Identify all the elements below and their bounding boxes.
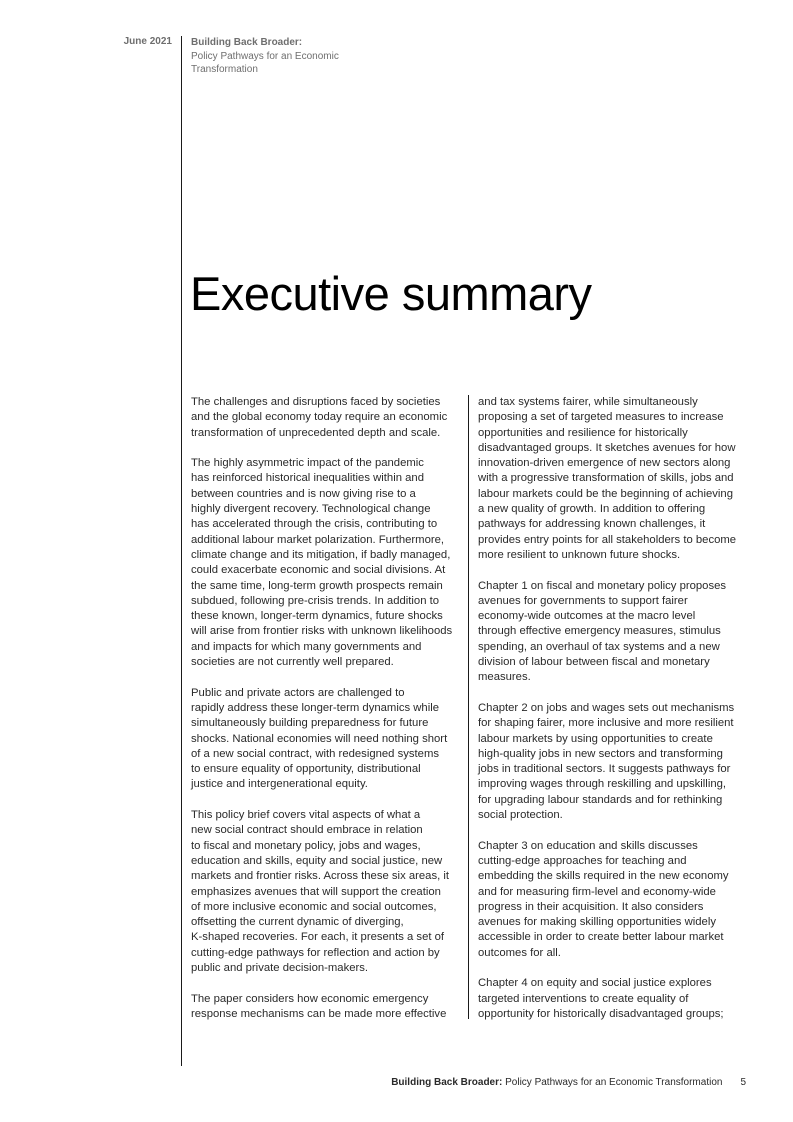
header-title-line: Policy Pathways for an Economic bbox=[191, 50, 339, 62]
text-line: could exacerbate economic and social divisions. At bbox=[191, 564, 446, 577]
body-paragraph bbox=[191, 456, 461, 670]
text-line: of a new social contract, with redesigned systems bbox=[191, 747, 440, 760]
text-line: markets and frontier risks. Across these six areas, it bbox=[191, 870, 450, 883]
text-line: new social contract should embrace in relation bbox=[191, 824, 423, 837]
text-line: and tax systems fairer, while simultaneously bbox=[478, 396, 698, 408]
text-line: and the global economy today require an economic bbox=[191, 411, 448, 424]
text-line: Public and private actors are challenged to bbox=[191, 686, 405, 699]
text-line: high-quality jobs in new sectors and transforming bbox=[478, 747, 723, 760]
text-line: has accelerated through the crisis, contributing to bbox=[191, 518, 438, 531]
text-line: and impacts for which many governments and bbox=[191, 640, 422, 653]
text-line: labour markets could be the beginning of achieving bbox=[478, 487, 733, 500]
body-paragraph bbox=[191, 395, 461, 441]
header-title bbox=[191, 36, 339, 77]
text-line: social protection. bbox=[478, 809, 563, 822]
page-footer bbox=[391, 1077, 746, 1088]
text-line: spending, an overhaul of tax systems and a new bbox=[478, 640, 720, 653]
text-line: emphasizes avenues that will support the creation bbox=[191, 885, 441, 898]
footer-title: Policy Pathways for an Economic Transformation bbox=[502, 1077, 723, 1088]
text-line: provides entry points for all stakeholders to become bbox=[478, 533, 737, 546]
text-line: has reinforced historical inequalities within and bbox=[191, 472, 424, 485]
text-line: cutting-edge approaches for teaching and bbox=[478, 854, 687, 867]
text-line: Chapter 1 on fiscal and monetary policy proposes bbox=[478, 579, 727, 592]
left-column bbox=[191, 395, 461, 1037]
body-paragraph bbox=[191, 808, 461, 976]
body-paragraph bbox=[191, 992, 461, 1023]
text-line: avenues for governments to support fairer bbox=[478, 594, 688, 607]
text-line: response mechanisms can be made more effective bbox=[191, 1007, 447, 1020]
text-line: highly divergent recovery. Technological change bbox=[191, 503, 431, 516]
text-line: K-shaped recoveries. For each, it presents a set of bbox=[191, 931, 445, 944]
text-line: climate change and its mitigation, if badly managed, bbox=[191, 548, 451, 561]
text-line: for shaping fairer, more inclusive and more resilient bbox=[478, 717, 734, 730]
header-title-line: Transformation bbox=[191, 64, 258, 75]
text-line: these known, longer-term dynamics, future shocks bbox=[191, 610, 443, 623]
text-line: improving wages through reskilling and upskilling, bbox=[478, 778, 727, 791]
text-line: opportunities and resilience for historically bbox=[478, 426, 688, 439]
page-heading: Executive summary bbox=[190, 267, 592, 320]
text-line: societies are not currently well prepared. bbox=[191, 656, 394, 669]
text-line: accessible in order to create better labour market bbox=[478, 931, 724, 944]
text-line: will arise from frontier risks with unknown likelihoods bbox=[191, 625, 453, 638]
text-line: progress in their acquisition. It also considers bbox=[478, 900, 704, 913]
text-line: The paper considers how economic emergency bbox=[191, 992, 429, 1005]
text-line: avenues for making skilling opportunities widely bbox=[478, 916, 716, 929]
text-line: and for measuring firm-level and economy-wide bbox=[478, 885, 716, 898]
text-line: education and skills, equity and social justice, new bbox=[191, 854, 443, 867]
text-line: economy-wide outcomes at the macro level bbox=[478, 610, 696, 623]
text-line: innovation-driven emergence of new sectors along bbox=[478, 457, 731, 470]
text-line: offsetting the current dynamic of diverging, bbox=[191, 916, 404, 929]
text-line: targeted interventions to create equality of bbox=[478, 992, 689, 1005]
text-line: to ensure equality of opportunity, distributional bbox=[191, 763, 421, 776]
text-line: rapidly address these longer-term dynamics while bbox=[191, 701, 440, 714]
body-paragraph bbox=[478, 395, 753, 563]
text-line: for upgrading labour standards and for rethinking bbox=[478, 793, 723, 806]
header-title-bold: Building Back Broader: bbox=[191, 37, 303, 48]
text-line: to fiscal and monetary policy, jobs and wages, bbox=[191, 839, 421, 852]
text-line: justice and intergenerational equity. bbox=[191, 778, 368, 791]
text-line: more resilient to unknown future shocks. bbox=[478, 548, 681, 561]
text-line: opportunity for historically disadvantaged groups; bbox=[478, 1007, 724, 1020]
text-line: shocks. National economies will need nothing short bbox=[191, 732, 448, 745]
text-line: jobs in traditional sectors. It suggests pathways for bbox=[478, 763, 731, 776]
header-date: June 2021 bbox=[123, 36, 172, 47]
text-line: Chapter 4 on equity and social justice explores bbox=[478, 977, 712, 990]
text-line: with a progressive transformation of skills, jobs and bbox=[478, 472, 734, 485]
vertical-rule bbox=[181, 36, 182, 1066]
text-line: The highly asymmetric impact of the pandemic bbox=[191, 457, 424, 470]
body-paragraph bbox=[478, 839, 753, 961]
text-line: Chapter 2 on jobs and wages sets out mechanisms bbox=[478, 701, 735, 714]
body-paragraph bbox=[191, 686, 461, 793]
text-line: additional labour market polarization. Furthermore, bbox=[191, 533, 445, 546]
footer-title-bold: Building Back Broader: bbox=[391, 1077, 503, 1088]
text-line: outcomes for all. bbox=[478, 946, 561, 959]
body-paragraph bbox=[478, 701, 753, 823]
text-line: disadvantaged groups. It sketches avenues for how bbox=[478, 441, 736, 454]
text-line: between countries and is now giving rise to a bbox=[191, 487, 416, 500]
text-line: of more inclusive economic and social outcomes, bbox=[191, 900, 437, 913]
text-line: The challenges and disruptions faced by societies bbox=[191, 396, 441, 408]
page-number: 5 bbox=[740, 1077, 746, 1088]
body-paragraph bbox=[478, 976, 753, 1022]
text-line: transformation of unprecedented depth and scale. bbox=[191, 426, 441, 439]
text-line: pathways for addressing known challenges, it bbox=[478, 518, 706, 531]
right-column bbox=[478, 395, 753, 1037]
column-rule bbox=[468, 395, 469, 1019]
text-line: This policy brief covers vital aspects of what a bbox=[191, 809, 421, 822]
text-line: division of labour between fiscal and monetary bbox=[478, 656, 710, 669]
text-line: labour markets by using opportunities to create bbox=[478, 732, 713, 745]
text-line: Chapter 3 on education and skills discusses bbox=[478, 839, 698, 852]
text-line: embedding the skills required in the new economy bbox=[478, 870, 729, 883]
text-line: simultaneously building preparedness for future bbox=[191, 717, 429, 730]
text-line: cutting-edge pathways for reflection and action by bbox=[191, 946, 440, 959]
text-line: measures. bbox=[478, 671, 531, 684]
text-line: subdued, following pre-crisis trends. In addition to bbox=[191, 594, 440, 607]
text-line: through effective emergency measures, stimulus bbox=[478, 625, 721, 638]
text-line: proposing a set of targeted measures to increase bbox=[478, 411, 724, 424]
text-line: the same time, long-term growth prospects remain bbox=[191, 579, 443, 592]
text-line: a new quality of growth. In addition to offering bbox=[478, 503, 706, 516]
text-line: public and private decision-makers. bbox=[191, 961, 369, 974]
body-paragraph bbox=[478, 579, 753, 686]
